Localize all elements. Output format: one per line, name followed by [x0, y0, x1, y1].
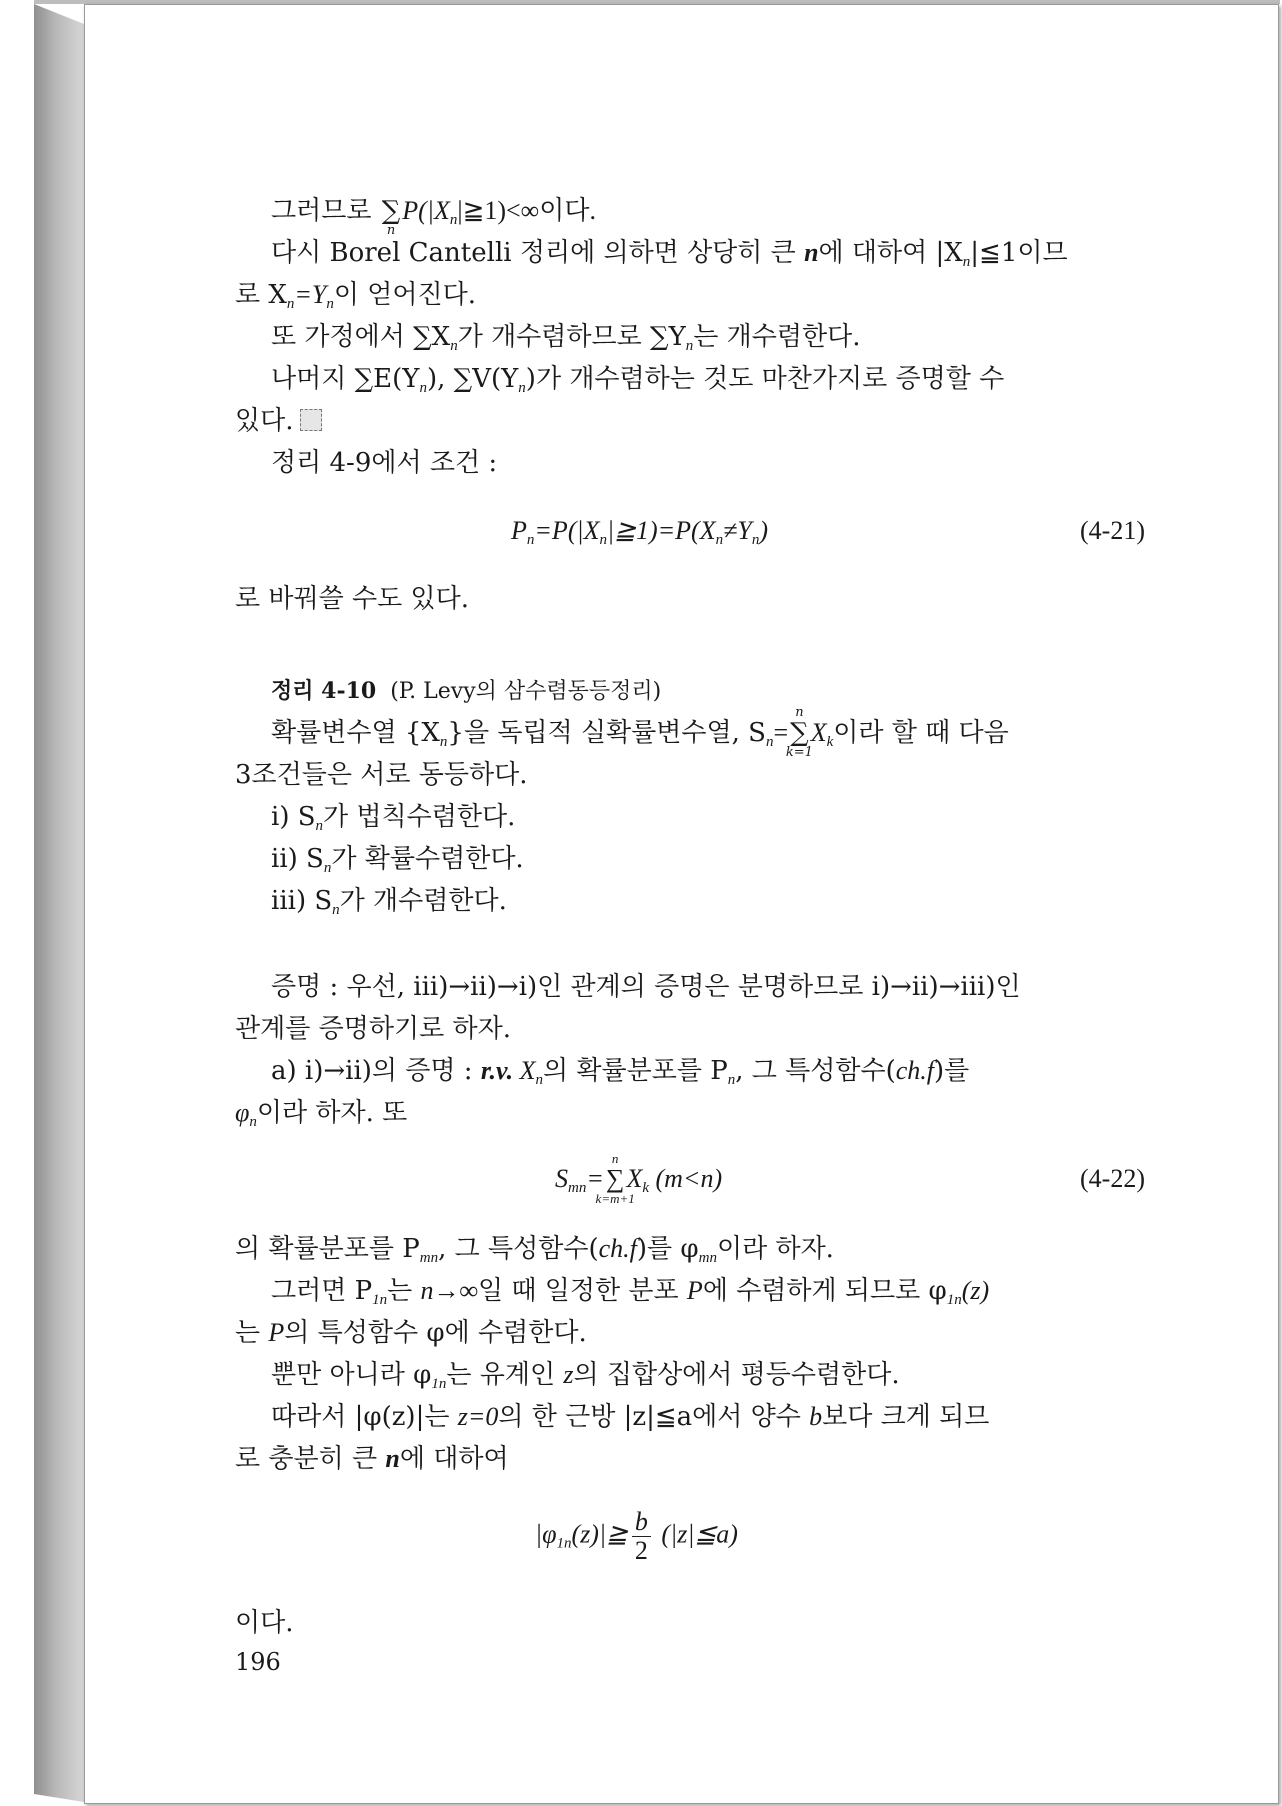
line-4: 또 가정에서 $\sum X_n$가 개수렴하므로 $\sum Y_n$는 개수렴한다.: [271, 322, 861, 354]
condition-iii: iii) $S_n$가 개수렴한다.: [271, 886, 507, 918]
line-10: 3조건들은 서로 동등하다.: [235, 760, 528, 790]
proof-line-1: 증명 : 우선, iii)→ii)→i)인 관계의 증명은 분명하므로 i)→ii)→iii)인: [271, 972, 1021, 1002]
page-number: 196: [235, 1648, 281, 1676]
equation-number: (4-22): [1080, 1164, 1145, 1193]
proof-line-10: 로 충분히 큰 n에 대하여: [235, 1444, 509, 1474]
proof-line-4: $\varphi_n$이라 하자. 또: [235, 1098, 408, 1130]
line-5: 나머지 $\sum E(Y_n)$, $\sum V(Y_n)$가 개수렴하는 것도 마찬가지로 증명할 수: [271, 364, 1005, 396]
proof-line-9: 따라서 |φ(z)|는 z=0의 한 근방 |z|≦a에서 양수 b보다 크게 되므: [271, 1402, 990, 1432]
proof-line-8: 뿐만 아니라 $\varphi_{1n}$는 유계인 z의 집합상에서 평등수렴한다.: [271, 1360, 900, 1392]
proof-line-6: 그러면 $P_{1n}$는 n→∞일 때 일정한 분포 P에 수렴하게 되므로 $\varphi_{1n}(z)$: [271, 1276, 990, 1308]
condition-i: i) $S_n$가 법칙수렴한다.: [271, 802, 516, 834]
book-spine: [34, 4, 84, 1802]
line-1: 그러므로 ∑ n $P(|X_n|≧1)<\infty$이다.: [271, 190, 596, 241]
proof-line-7: 는 P의 특성함수 φ에 수렴한다.: [235, 1318, 587, 1348]
proof-line-2: 관계를 증명하기로 하자.: [235, 1014, 511, 1044]
fraction: $\frac{b}{2}$: [632, 1508, 651, 1565]
proof-line-3: a) i)→ii)의 증명 : r.v. $X_n$의 확률분포를 $P_n$, 그 특성함수(ch.f)를: [271, 1056, 970, 1088]
equation-number: (4-21): [1080, 516, 1145, 545]
line-8: 로 바꿔쓸 수도 있다.: [235, 584, 469, 614]
equation-4-22: $S_{mn}=\sum$ n k=m+1 $X_k$ (m<n) (4-22): [555, 1151, 1145, 1206]
sum-symbol: ∑ n: [381, 196, 401, 238]
proof-line-11: 이다.: [235, 1608, 294, 1638]
theorem-heading: 정리 4-10 (P. Levy의 삼수렴동등정리): [271, 678, 662, 704]
condition-ii: ii) $S_n$가 확률수렴한다.: [271, 844, 524, 876]
qed-box-icon: [300, 409, 322, 431]
equation-4-21: $P_n=P(|X_n|≧1)=P(X_n\ne Y_n)$ (4-21): [235, 510, 1145, 552]
proof-line-5: 의 확률분포를 $P_{mn}$, 그 특성함수(ch.f)를 $\varphi_{mn}$이라 하자.: [235, 1234, 834, 1266]
line-7: 정리 4-9에서 조건 :: [271, 448, 498, 478]
line-2: 다시 Borel Cantelli 정리에 의하면 상당히 큰 n에 대하여 $|X_n|≦1$이므: [271, 238, 1068, 270]
line-9: 확률변수열 $\{X_n\}$을 독립적 실확률변수열, $S_n=\sum$ n k=1 $X_k$이라 할 때 다음: [271, 705, 1009, 760]
line-3: 로 $X_n=Y_n$이 얻어진다.: [235, 280, 477, 312]
line-6: 있다.: [235, 400, 322, 442]
